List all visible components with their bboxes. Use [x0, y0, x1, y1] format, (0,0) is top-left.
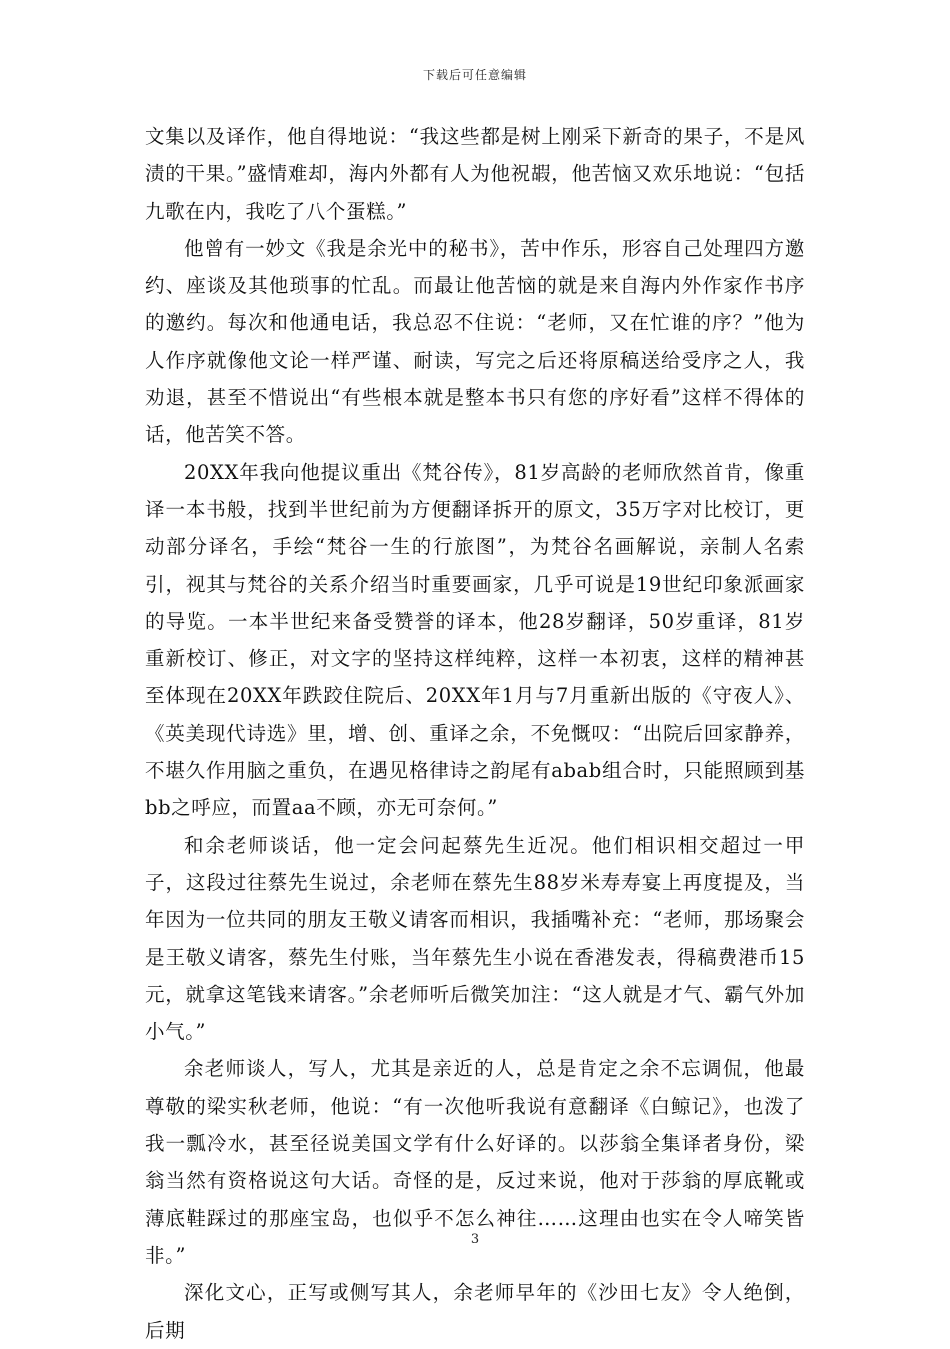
paragraph: 深化文心，正写或侧写其人，余老师早年的《沙田七友》令人绝倒，后期	[145, 1281, 805, 1342]
paragraph: 余老师谈人，写人，尤其是亲近的人，总是肯定之余不忘调侃，他最尊敬的梁实秋老师，他说：“有一次他听我说有意翻译《白鲸记》，也泼了我一瓢冷水，甚至径说美国文学有什么好译的。以莎翁全集译者身份，梁翁当然有资格说这句大话。奇怪的是，反过来说，他对于莎翁的厚底靴或薄底鞋踩过的那座宝岛，也似乎不怎么神往……这理由也实在令人啼笑皆非。”	[145, 1057, 805, 1267]
paragraph: 和余老师谈话，他一定会问起蔡先生近况。他们相识相交超过一甲子，这段过往蔡先生说过，余老师在蔡先生88岁米寿寿宴上再度提及，当年因为一位共同的朋友王敬义请客而相识，我插嘴补充：“老师，那场聚会是王敬义请客，蔡先生付账，当年蔡先生小说在香港发表，得稿费港币15元，就拿这笔钱来请客。”余老师听后微笑加注：“这人就是才气、霸气外加小气。”	[145, 833, 805, 1044]
document-body	[145, 118, 805, 1349]
paragraph: 他曾有一妙文《我是余光中的秘书》，苦中作乐，形容自己处理四方邀约、座谈及其他琐事的忙乱。而最让他苦恼的就是来自海内外作家作书序的邀约。每次和他通电话，我总忍不住说：“老师，又在忙谁的序？”他为人作序就像他文论一样严谨、耐读，写完之后还将原稿送给受序之人，我劝退，甚至不惜说出“有些根本就是整本书只有您的序好看”这样不得体的话，他苦笑不答。	[145, 236, 805, 447]
paragraph: 20XX年我向他提议重出《梵谷传》，81岁高龄的老师欣然首肯，像重译一本书般，找到半世纪前为方便翻译拆开的原文，35万字对比校订，更动部分译名，手绘“梵谷一生的行旅图”，为梵谷名画解说，亲制人名索引，视其与梵谷的关系介绍当时重要画家，几乎可说是19世纪印象派画家的导览。一本半世纪来备受赞誉的译本，他28岁翻译，50岁重译，81岁重新校订、修正，对文字的坚持这样纯粹，这样一本初衷，这样的精神甚至体现在20XX年跌跤住院后、20XX年1月与7月重新出版的《守夜人》、《英美现代诗选》里，增、创、重译之余，不免慨叹：“出院后回家静养，不堪久作用脑之重负，在遇见格律诗之韵尾有abab组合时，只能照顾到基bb之呼应，而置aa不顾，亦无可奈何。”	[145, 460, 805, 820]
page-number: 3	[470, 1232, 480, 1247]
page-header: 下载后可任意编辑	[422, 68, 527, 82]
paragraph: 文集以及译作，他自得地说：“我这些都是树上刚采下新奇的果子，不是风渍的干果。”盛情难却，海内外都有人为他祝嘏，他苦恼又欢乐地说：“包括九歌在内，我吃了八个蛋糕。”	[145, 125, 805, 223]
